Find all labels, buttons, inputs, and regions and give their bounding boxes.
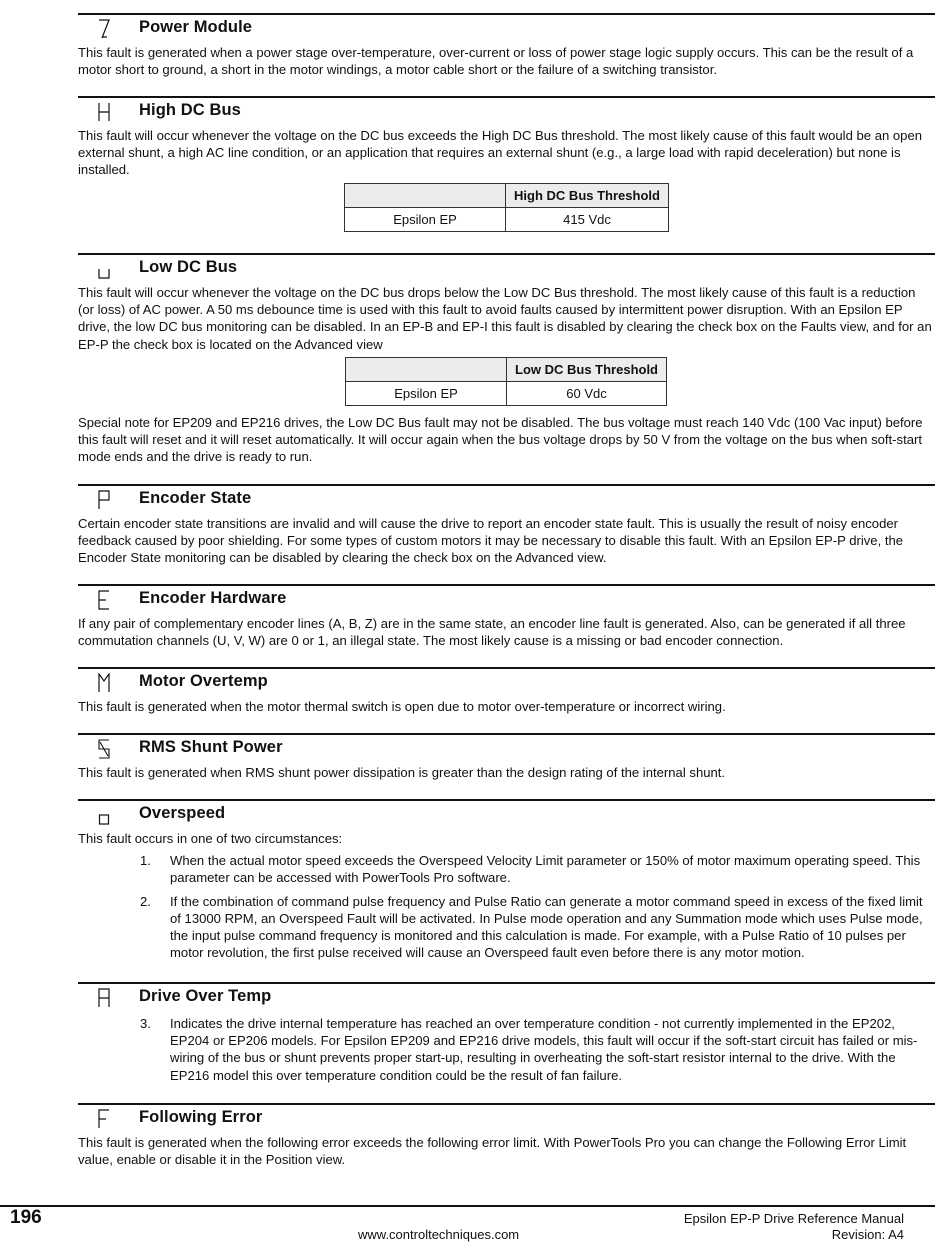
list-text: When the actual motor speed exceeds the Overspeed Velocity Limit parameter or 150% of motor maximum operating speed. This parameter can be accessed with PowerTools Pro software. bbox=[170, 853, 921, 886]
footer-rule bbox=[0, 1205, 935, 1207]
drive-over-temp-list bbox=[78, 1015, 935, 1084]
seven-segment-o-icon bbox=[98, 805, 110, 825]
section-title: Motor Overtemp bbox=[139, 672, 268, 690]
low-dc-bus-table bbox=[345, 357, 667, 406]
list-item bbox=[78, 852, 935, 886]
section-title: RMS Shunt Power bbox=[139, 738, 283, 756]
list-number: 2. bbox=[140, 893, 151, 909]
overspeed-list bbox=[78, 852, 935, 961]
section-text: This fault occurs in one of two circumstances: bbox=[78, 831, 343, 846]
section-high-dc-bus bbox=[78, 96, 935, 227]
section-title: Overspeed bbox=[139, 804, 226, 822]
table-header: Low DC Bus Threshold bbox=[507, 358, 667, 382]
table-value: 415 Vdc bbox=[506, 208, 669, 232]
section-title: Encoder State bbox=[139, 489, 252, 507]
seven-segment-p-icon bbox=[98, 490, 110, 510]
section-title: Power Module bbox=[139, 18, 253, 36]
seven-segment-h-icon bbox=[98, 102, 110, 122]
seven-segment-s-icon bbox=[98, 739, 110, 759]
list-item bbox=[78, 1015, 935, 1084]
special-note: Special note for EP209 and EP216 drives, the Low DC Bus fault may not be disabled. The bus voltage must reach 140 Vdc (100 Vac input) before this fault will reset and it will reset automatically. It will occur again when the bus voltage drops by 50 V from the voltage on the bus when soft-start mode ends and the drive is ready to run. bbox=[78, 415, 923, 465]
seven-segment-u-icon bbox=[98, 259, 110, 279]
section-drive-over-temp bbox=[78, 982, 935, 1084]
section-text: This fault is generated when the following error exceeds the following error limit. With PowerTools Pro you can change the Following Error Limit value, enable or disable it in the Position view. bbox=[78, 1135, 907, 1168]
section-text: Certain encoder state transitions are invalid and will cause the drive to report an encoder state fault. This is usually the result of noisy encoder feedback caused by poor shielding. For some types of custom motors it may be necessary to disable this fault. With an Epsilon EP-P drive, the Encoder State monitoring can be disabled by clearing the check box on the Advanced view. bbox=[78, 516, 904, 566]
section-power-module bbox=[78, 13, 935, 78]
section-text: This fault is generated when a power stage over-temperature, over-current or loss of power stage logic supply occurs. This can be the result of a motor short to ground, a short in the motor windings, a motor cable short or the failure of a switching transistor. bbox=[78, 45, 914, 78]
section-overspeed bbox=[78, 799, 935, 961]
section-text: This fault is generated when RMS shunt power dissipation is greater than the design rating of the internal shunt. bbox=[78, 765, 726, 780]
table-value: 60 Vdc bbox=[507, 382, 667, 406]
seven-segment-e-icon bbox=[98, 590, 110, 610]
section-title: Encoder Hardware bbox=[139, 589, 287, 607]
table-row-label: Epsilon EP bbox=[346, 382, 507, 406]
section-title: Low DC Bus bbox=[139, 258, 238, 276]
website-link[interactable]: www.controltechniques.com bbox=[358, 1227, 520, 1242]
list-number: 3. bbox=[140, 1016, 151, 1031]
section-low-dc-bus bbox=[78, 253, 935, 465]
section-motor-overtemp bbox=[78, 667, 935, 715]
section-title: High DC Bus bbox=[139, 101, 241, 119]
revision: Revision: A4 bbox=[831, 1227, 904, 1242]
section-title: Following Error bbox=[139, 1108, 263, 1126]
high-dc-bus-table bbox=[344, 183, 669, 232]
table-header: High DC Bus Threshold bbox=[506, 184, 669, 208]
seven-segment-f-icon bbox=[98, 1109, 110, 1129]
section-title: Drive Over Temp bbox=[139, 987, 272, 1005]
manual-title: Epsilon EP-P Drive Reference Manual bbox=[683, 1211, 904, 1226]
seven-segment-m-icon bbox=[98, 673, 110, 693]
table-row-label: Epsilon EP bbox=[345, 208, 506, 232]
list-text: If the combination of command pulse frequency and Pulse Ratio can generate a motor command speed in excess of the fixed limit of 13000 RPM, an Overspeed Fault will be activated. In Pulse mode operation and any Summation mode which uses Pulse mode, the input pulse command frequency is monitored and this calculation is made. For example, with a Pulse Ratio of 10 pulses per motor revolution, the first pulse received will cause an Overspeed fault even before there is any motor motion. bbox=[170, 893, 923, 961]
list-number: 1. bbox=[140, 853, 151, 869]
section-text: This fault is generated when the motor thermal switch is open due to motor over-temperature or incorrect wiring. bbox=[78, 699, 726, 714]
section-following-error bbox=[78, 1103, 935, 1168]
list-item bbox=[78, 893, 935, 962]
section-encoder-state bbox=[78, 484, 935, 567]
section-text: This fault will occur whenever the voltage on the DC bus exceeds the High DC Bus threshold. The most likely cause of this fault would be an open external shunt, a high AC line condition, or an application that requires an external shunt (e.g., a large load with rapid deceleration) but none is installed. bbox=[78, 128, 923, 178]
section-text: This fault will occur whenever the voltage on the DC bus drops below the Low DC Bus threshold. The most likely cause of this fault is a reduction (or loss) of AC power. A 50 ms debounce time is used with this fault to avoid faults caused by intermittent power disruption. With an Epsilon EP drive, the low DC bus monitoring can be disabled. In an EP-B and EP-I this fault is disabled by clearing the check box on the Faults view, and for an EP-P the check box is located on the Advanced view bbox=[78, 285, 932, 352]
list-text: Indicates the drive internal temperature has reached an over temperature condition - not currently implemented in the EP202, EP204 or EP206 models. For Epsilon EP209 and EP216 drive models, this fault will occur if the soft-start circuit has failed or mis-wiring of the bus or shunt prevents proper start-up, resulting in overheating the soft-start resistor internal to the drive. With the EP216 model this over temperature condition could be the result of fan failure. bbox=[170, 1016, 918, 1083]
seven-segment-a-icon bbox=[98, 988, 110, 1008]
seven-segment-7-icon bbox=[98, 19, 110, 39]
section-encoder-hardware bbox=[78, 584, 935, 649]
section-text: If any pair of complementary encoder lines (A, B, Z) are in the same state, an encoder line fault is generated. Also, can be generated if all three commutation channels (U, V, W) are 0 or 1, an illegal state. The most likely cause is a missing or bad encoder connection. bbox=[78, 616, 906, 649]
page-number: 196 bbox=[10, 1207, 42, 1228]
section-rms-shunt-power bbox=[78, 733, 935, 781]
